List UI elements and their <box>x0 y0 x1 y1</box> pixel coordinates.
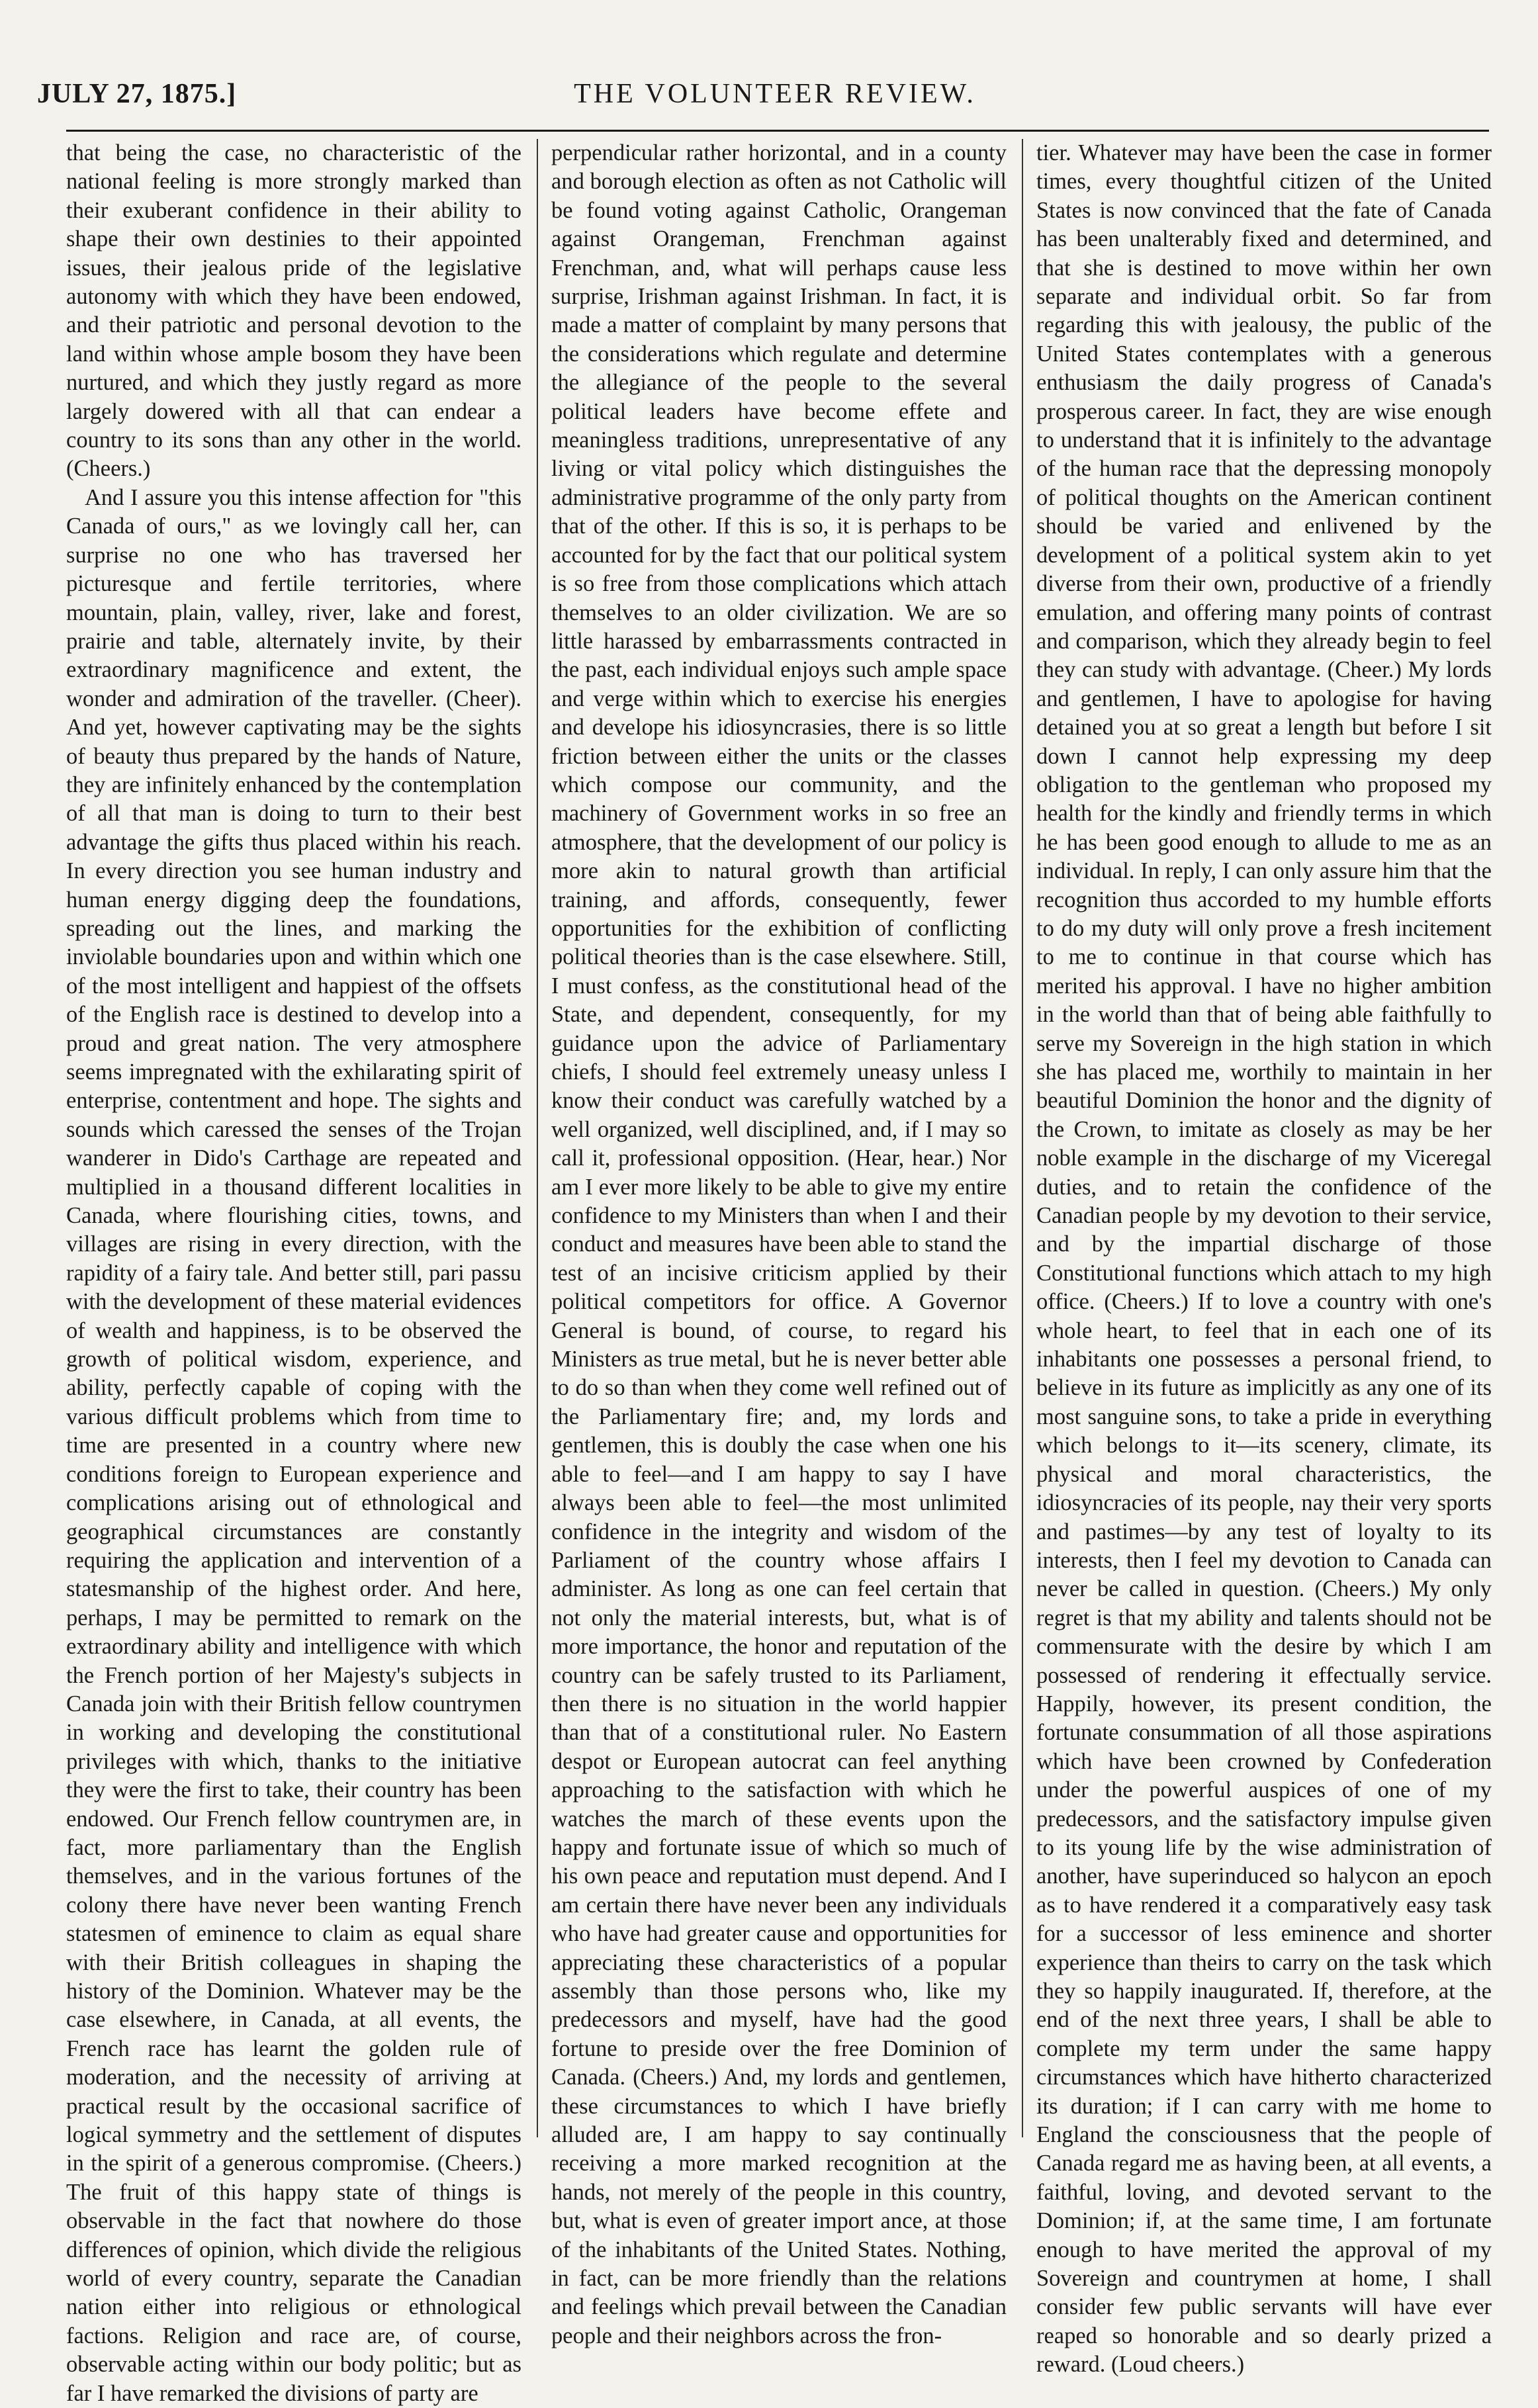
paragraph: tier. Whatever may have been the case in former times, every thoughtful citizen of the United States is now convinced that the fate of Canada has been unalterably fixed and determined, and that she is destined to move within her own separate and individual orbit. So far from regarding this with jealousy, the public of the United States contemplates with a generous enthusiasm the daily progress of Canada's prosperous career. In fact, they are wise enough to understand that it is infinitely to the advantage of the human race that the depressing monopoly of political thoughts on the American continent should be varied and enlivened by the development of a political system akin to yet diverse from their own, productive of a friendly emulation, and offering many points of contrast and comparison, which they already begin to feel they can study with advantage. (Cheer.) My lords and gentlemen, I have to apologise for having detained you at so great a length but before I sit down I cannot help expressing my deep obligation to the gentleman who proposed my health for the kindly and friendly terms in which he has been good enough to allude to me as an individual. In reply, I can only assure him that the recognition thus accorded to my humble efforts to do my duty will only prove a fresh incitement to me to continue in that course which has merited his approval. I have no higher ambition in the world than that of being able faithfully to serve my Sovereign in the high station in which she has placed me, worthily to maintain in her beautiful Dominion the honor and the dignity of the Crown, to imitate as closely as may be her noble example in the discharge of my Viceregal duties, and to retain the confidence of the Canadian people by my devotion to their service, and by the impartial discharge of those Constitutional functions which attach to my high office. (Cheers.) If to love a country with one's whole heart, to feel that in each one of its inhabitants one possesses a personal friend, to believe in its future as implicitly as any one of its most sanguine sons, to take a pride in everything which belongs to it—its scenery, climate, its physical and moral characteristics, the idiosyncracies of its people, nay their very sports and pastimes—by any test of loyalty to its interests, then I feel my devotion to Canada can never be called in question. (Cheers.) My only regret is that my ability and talents should not be commensurate with the desire by which I am possessed of rendering it effectually service. Happily, however, its present condition, the fortunate consummation of all those aspirations which have been crowned by Confederation under the powerful auspices of one of my predecessors, and the satisfactory impulse given to its young life by the wise administration of another, have superinduced so halycon an epoch as to have rendered it a comparatively easy task for a successor of less eminence and shorter experience than theirs to carry on the task which they so happily inaugurated. If, therefore, at the end of the next three years, I shall be able to complete my term under the same happy circumstances which have hitherto characterized its duration; if I can carry with me home to England the consciousness that the people of Canada regard me as having been, at all events, a faithful, loving, and devoted servant to the Dominion; if, at the same time, I am fortunate enough to have merited the approval of my Sovereign and countrymen at home, I shall consider few public servants will have ever reaped so honorable and so dearly prized a reward. (Loud cheers.) <box>1036 140 1492 2378</box>
masthead-title: THE VOLUNTEER REVIEW. <box>574 79 976 109</box>
paragraph: that being the case, no characteristic of the national feeling is more strongly marked than their exuberant confidence in their ability to shape their own destinies to their appointed issues, their jealous pride of the legislative autonomy with which they have been endowed, and their patriotic and personal devotion to the land within whose ample bosom they have been nurtured, and which they justly regard as more largely dowered with all that can endear a country to its sons than any other in the world. (Cheers.) <box>66 140 521 482</box>
column-divider <box>537 139 538 2137</box>
article-columns <box>66 139 1492 2406</box>
column-1 <box>66 139 521 2406</box>
column-3 <box>1036 139 1492 2378</box>
page-header <box>37 78 1513 124</box>
header-rule <box>66 130 1489 132</box>
paragraph: perpendicular rather horizontal, and in a county and borough election as often as not Catholic will be found voting against Catholic, Orangeman against Orangeman, Frenchman against Frenchman, and, what will perhaps cause less surprise, Irishman against Irishman. In fact, it is made a matter of complaint by many persons that the considerations which regulate and determine the allegiance of the people to the several political leaders have become effete and meaningless traditions, unrepresentative of any living or vital policy which distinguishes the administrative programme of the only party from that of the other. If this is so, it is perhaps to be accounted for by the fact that our political system is so free from those complications which attach themselves to an older civilization. We are so little harassed by embarrassments contracted in the past, each individual enjoys such ample space and verge within which to exercise his energies and develope his idiosyncrasies, there is so little friction between either the units or the classes which compose our community, and the machinery of Government works in so free an atmosphere, that the development of our policy is more akin to natural growth than artificial training, and affords, consequently, fewer opportunities for the exhibition of conflicting political theories than is the case elsewhere. Still, I must confess, as the constitutional head of the State, and dependent, consequently, for my guidance upon the advice of Parliamentary chiefs, I should feel extremely uneasy unless I know their conduct was carefully watched by a well organized, well disciplined, and, if I may so call it, professional opposition. (Hear, hear.) Nor am I ever more likely to be able to give my entire confidence to my Ministers than when I and their conduct and measures have been able to stand the test of an incisive criticism applied by their political competitors for office. A Governor General is bound, of course, to regard his Ministers as true metal, but he is never better able to do so than when they come well refined out of the Parliamentary fire; and, my lords and gentlemen, this is doubly the case when one his able to feel—and I am happy to say I have always been able to feel—the most unlimited confidence in the integrity and wisdom of the Parliament of the country whose affairs I administer. As long as one can feel certain that not only the material interests, but, what is of more importance, the honor and reputation of the country can be safely trusted to its Parliament, then there is no situation in the world happier than that of a constitutional ruler. No Eastern despot or European autocrat can feel anything approaching to the satisfaction with which he watches the march of these events upon the happy and fortunate issue of which so much of his own peace and reputation must depend. And I am certain there have never been any individuals who have had greater cause and opportunities for appreciating these characteristics of a popular assembly than those persons who, like my predecessors and myself, have had the good fortune to preside over the free Dominion of Canada. (Cheers.) And, my lords and gentlemen, these circumstances to which I have briefly alluded are, I am happy to say continually receiving a more marked recognition at the hands, not merely of the people in this country, but, what is even of greater import ance, at those of the inhabitants of the United States. Nothing, in fact, can be more friendly than the relations and feelings which prevail between the Canadian people and their neighbors across the fron- <box>551 140 1007 2348</box>
column-2 <box>551 139 1007 2348</box>
column-divider <box>1022 139 1023 2137</box>
paragraph: And I assure you this intense affection for "this Canada of ours," as we lovingly call her, can surprise no one who has traversed her picturesque and fertile territories, where mountain, plain, valley, river, lake and forest, prairie and table, alternately invite, by their extraordinary magnificence and extent, the wonder and admiration of the traveller. (Cheer). And yet, however captivating may be the sights of beauty thus prepared by the hands of Nature, they are infinitely enhanced by the contemplation of all that man is doing to turn to their best advantage the gifts thus placed within his reach. In every direction you see human industry and human energy digging deep the foundations, spreading out the lines, and marking the inviolable boundaries upon and within which one of the most intelligent and happiest of the offsets of the English race is destined to develop into a proud and great nation. The very atmosphere seems impregnated with the exhilarating spirit of enterprise, contentment and hope. The sights and sounds which caressed the senses of the Trojan wanderer in Dido's Carthage are repeated and multiplied in a thousand different localities in Canada, where flourishing cities, towns, and villages are rising in every direction, with the rapidity of a fairy tale. And better still, pari passu with the development of these material evidences of wealth and happiness, is to be observed the growth of political wisdom, experience, and ability, perfectly capable of coping with the various difficult problems which from time to time are presented in a country where new conditions foreign to European experience and complications arising out of ethnological and geographical circumstances are constantly requiring the application and intervention of a statesmanship of the highest order. And here, perhaps, I may be permitted to remark on the extraordinary ability and intelligence with which the French portion of her Majesty's subjects in Canada join with their British fellow countrymen in working and developing the constitutional privileges with which, thanks to the initiative they were the first to take, their country has been endowed. Our French fellow countrymen are, in fact, more parliamentary than the English themselves, and in the various fortunes of the colony there have never been wanting French statesmen of eminence to claim as equal share with their British colleagues in shaping the history of the Dominion. Whatever may be the case elsewhere, in Canada, at all events, the French race has learnt the golden rule of moderation, and the necessity of arriving at practical result by the occasional sacrifice of logical symmetry and the settlement of disputes in the spirit of a generous compromise. (Cheers.) The fruit of this happy state of things is observable in the fact that nowhere do those differences of opinion, which divide the religious world of every country, separate the Canadian nation either into religious or ethnological factions. Religion and race are, of course, observable acting within our body politic; but as far I have remarked the divisions of party are <box>66 484 521 2406</box>
issue-date: JULY 27, 1875.] <box>37 79 237 109</box>
